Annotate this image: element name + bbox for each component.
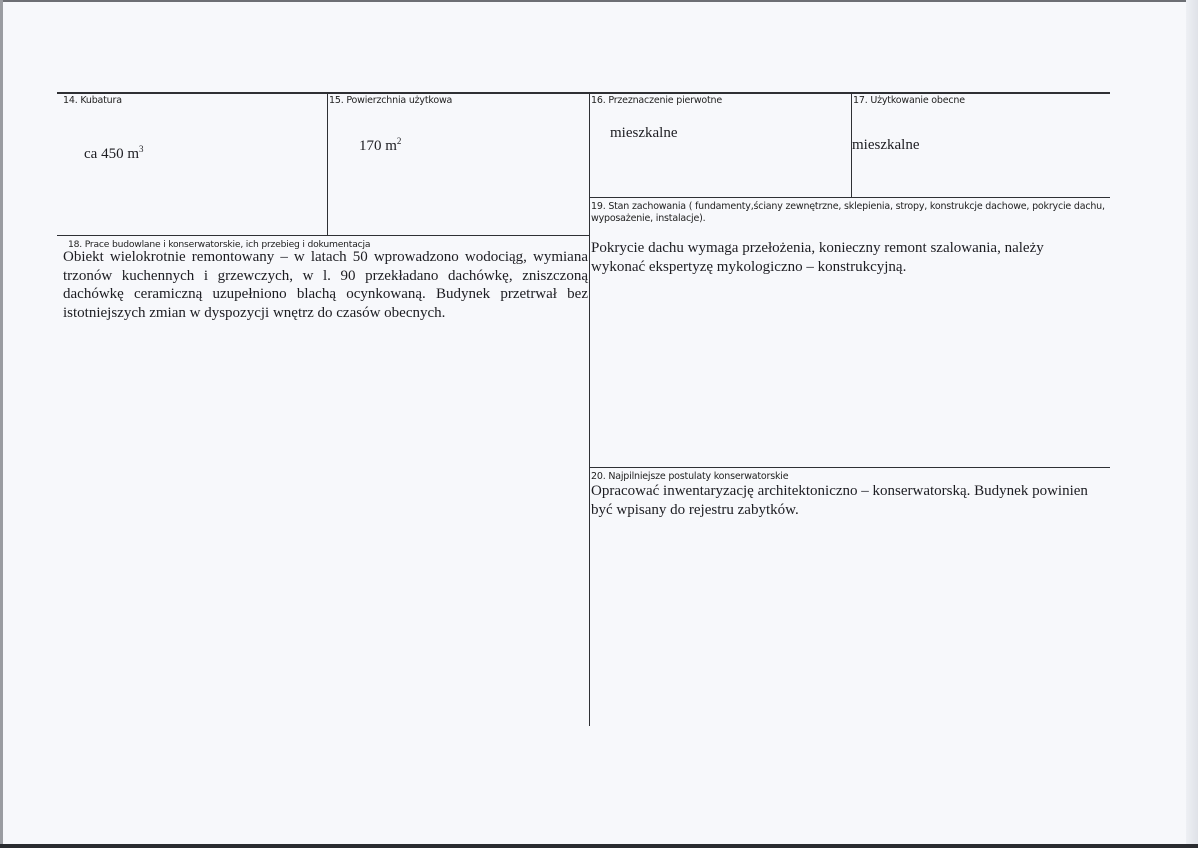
rule-above-20 [589, 467, 1110, 468]
field-19-text: Pokrycie dachu wymaga przełożenia, konieczny remont szalowania, należy wykonać ekspertyzę mykologiczno – konstrukcyjną. [591, 240, 1044, 275]
field-15-unit-exponent: 2 [396, 136, 402, 146]
divider-main [589, 92, 590, 726]
top-rule [57, 92, 1110, 94]
scan-edge-left [0, 0, 3, 848]
scan-edge-bottom [0, 844, 1198, 848]
field-14-unit-exponent: 3 [138, 144, 144, 154]
scan-edge-top [0, 0, 1198, 2]
field-14-label: 14. Kubatura [63, 95, 122, 106]
rule-above-19 [589, 197, 1110, 198]
rule-above-18 [57, 235, 589, 236]
field-20-text: Opracować inwentaryzację architektoniczno – konserwatorską. Budynek powinien być wpisany do rejestru zabytków. [591, 483, 1088, 518]
divider-14-15 [327, 92, 328, 235]
field-14-value-text: ca 450 m [84, 146, 139, 162]
scan-edge-right [1186, 0, 1198, 848]
field-19-label: 19. Stan zachowania ( fundamenty,ściany zewnętrzne, sklepienia, stropy, konstrukcje dachowe, pokrycie dachu, wyposażenie, instalacje). [591, 201, 1105, 224]
field-17-label: 17. Użytkowanie obecne [853, 95, 965, 106]
field-20-label: 20. Najpilniejsze postulaty konserwatorskie [591, 471, 789, 482]
field-15-value-text: 170 m [359, 138, 397, 154]
field-18-label: 18. Prace budowlane i konserwatorskie, ich przebieg i dokumentacja [68, 239, 371, 250]
field-17-value: mieszkalne [852, 137, 920, 153]
field-18-text: Obiekt wielokrotnie remontowany – w latach 50 wprowadzono wodociąg, wymiana trzonów kuchennych i grzewczych, w l. 90 przekładano dachówkę, zniszczoną dachówkę ceramiczną uzupełniono blachą ocynkowaną. Budynek przetrwał bez istotniejszych zmian w dyspozycji wnętrz do czasów obecnych. [63, 249, 588, 321]
field-15-value [359, 137, 401, 155]
field-16-label: 16. Przeznaczenie pierwotne [591, 95, 723, 106]
field-14-value [84, 145, 143, 163]
field-15-label: 15. Powierzchnia użytkowa [329, 95, 453, 106]
field-16-value: mieszkalne [610, 125, 678, 141]
